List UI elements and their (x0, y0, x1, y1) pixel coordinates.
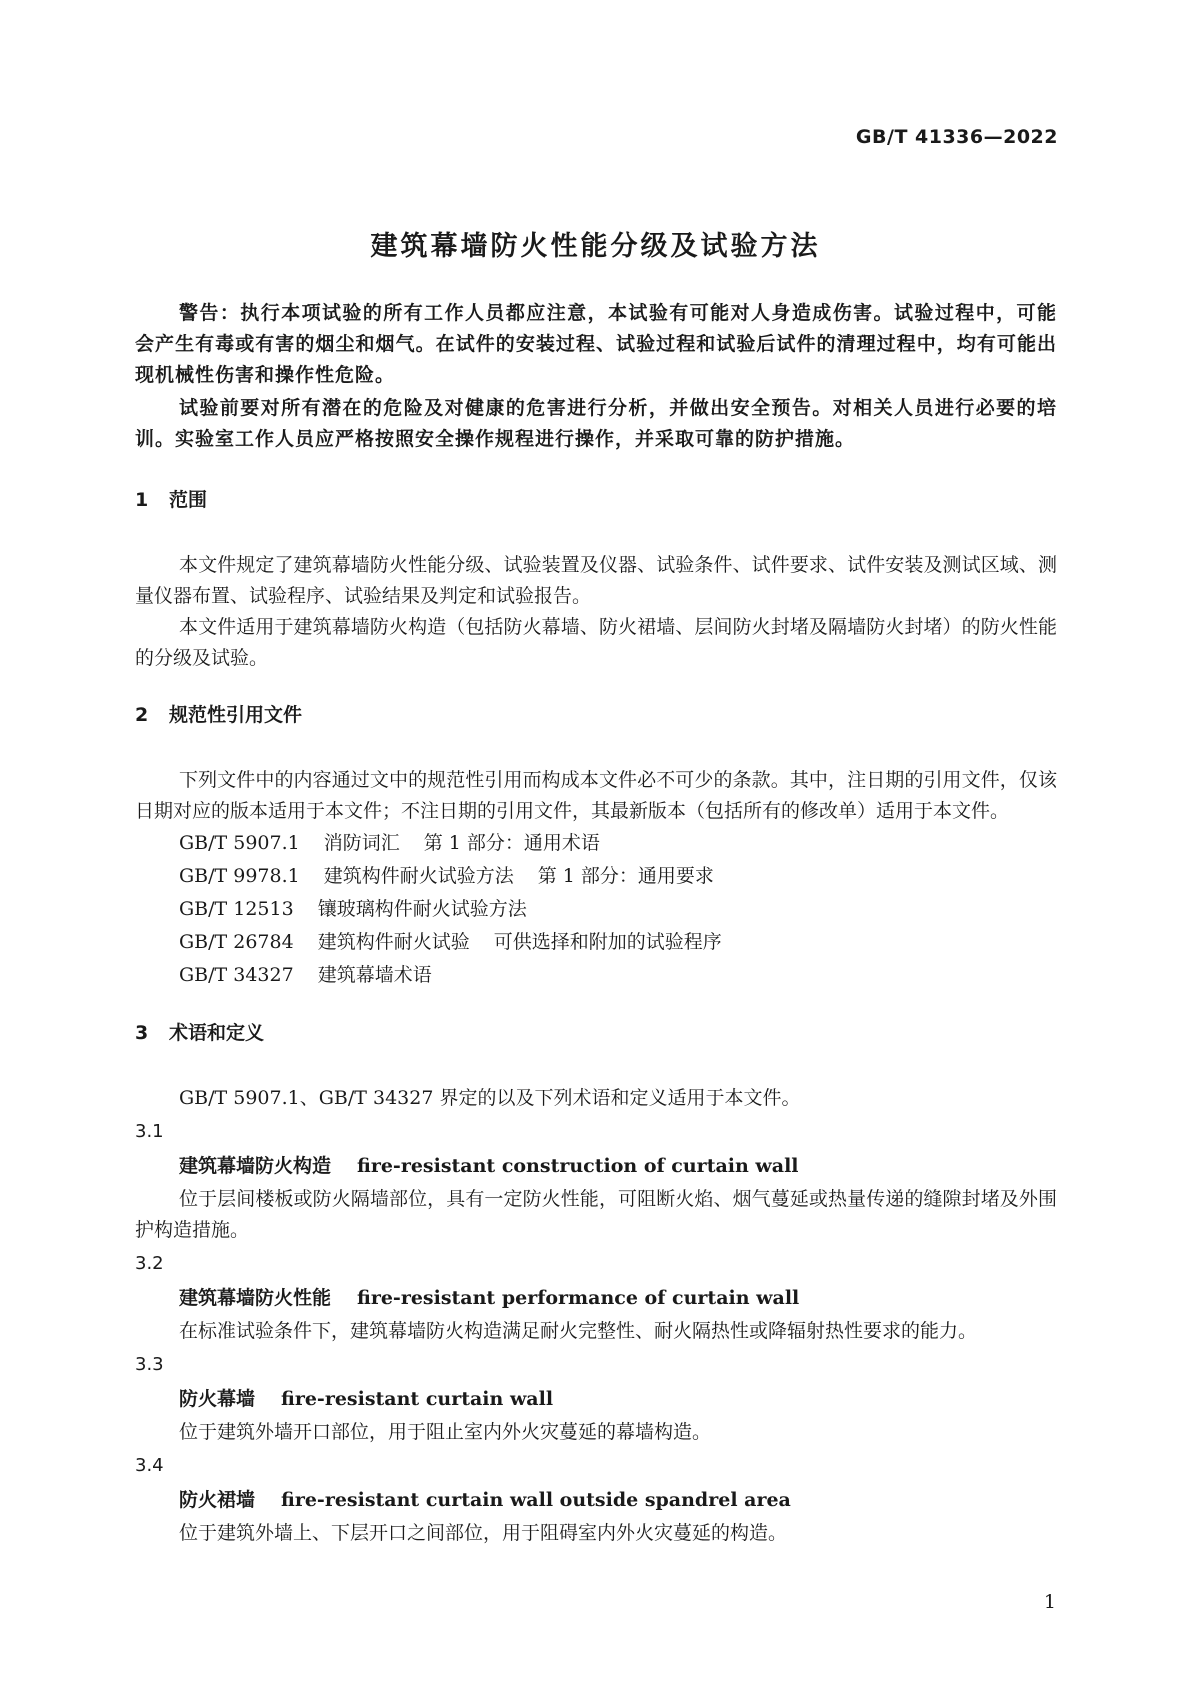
term-heading (135, 1384, 1057, 1415)
term-number: 3.1 (135, 1121, 164, 1142)
reference-code: GB/T 26784 (179, 931, 294, 953)
term-heading (135, 1485, 1057, 1516)
reference-code: GB/T 5907.1 (179, 832, 300, 854)
term-definition: 在标准试验条件下，建筑幕墙防火构造满足耐火完整性、耐火隔热性或降辐射热性要求的能力。 (179, 1320, 978, 1342)
scope-paragraph: 本文件适用于建筑幕墙防火构造（包括防火幕墙、防火裙墙、层间防火封堵及隔墙防火封堵）的防火性能的分级及试验。 (135, 616, 1057, 669)
standard-number: GB/T 41336—2022 (855, 126, 1058, 148)
term-heading (135, 1151, 1057, 1182)
terms-intro: GB/T 5907.1、GB/T 34327 界定的以及下列术语和定义适用于本文件。 (179, 1087, 801, 1109)
reference-title: 消防词汇 (323, 832, 400, 854)
term-heading (135, 1283, 1057, 1314)
term-definition: 位于建筑外墙开口部位，用于阻止室内外火灾蔓延的幕墙构造。 (179, 1421, 712, 1443)
reference-title: 建筑构件耐火试验 (317, 931, 470, 953)
reference-code: GB/T 12513 (179, 898, 294, 920)
document-title: 建筑幕墙防火性能分级及试验方法 (370, 231, 821, 262)
reference-title: 建筑幕墙术语 (317, 964, 432, 986)
reference-code: GB/T 34327 (179, 964, 294, 986)
warning-paragraph: 警告：执行本项试验的所有工作人员都应注意，本试验有可能对人身造成伤害。试验过程中，可能会产生有毒或有害的烟尘和烟气。在试件的安装过程、试验过程和试验后试件的清理过程中，均有可能出现机械性伤害和操作性危险。 (135, 302, 1057, 386)
references-intro: 下列文件中的内容通过文中的规范性引用而构成本文件必不可少的条款。其中，注日期的引用文件，仅该日期对应的版本适用于本文件；不注日期的引用文件，其最新版本（包括所有的修改单）适用于本文件。 (135, 769, 1057, 822)
term-zh: 建筑幕墙防火构造 (179, 1155, 332, 1177)
reference-code: GB/T 9978.1 (179, 865, 300, 887)
reference-item (135, 827, 1057, 860)
section-heading-scope (135, 485, 1057, 516)
document-body (135, 298, 1057, 1549)
section-title: 规范性引用文件 (169, 704, 303, 726)
section-number: 1 (135, 489, 149, 511)
section-number: 2 (135, 704, 149, 726)
term-en: fire-resistant construction of curtain wall (357, 1155, 799, 1177)
section-heading-normative-references (135, 700, 1057, 731)
reference-part: 可供选择和附加的试验程序 (493, 931, 722, 953)
section-title: 范围 (169, 489, 208, 511)
term-definition: 位于层间楼板或防火隔墙部位，具有一定防火性能，可阻断火焰、烟气蔓延或热量传递的缝隙封堵及外围护构造措施。 (135, 1188, 1057, 1241)
reference-item (135, 926, 1057, 959)
term-number: 3.2 (135, 1253, 164, 1274)
reference-item (135, 860, 1057, 893)
section-number: 3 (135, 1022, 149, 1044)
term-zh: 防火幕墙 (179, 1388, 256, 1410)
section-heading-terms (135, 1018, 1057, 1049)
reference-item (135, 893, 1057, 926)
reference-title: 镶玻璃构件耐火试验方法 (317, 898, 527, 920)
term-zh: 建筑幕墙防火性能 (179, 1287, 332, 1309)
term-en: fire-resistant curtain wall (281, 1388, 554, 1410)
reference-title: 建筑构件耐火试验方法 (323, 865, 514, 887)
scope-paragraph: 本文件规定了建筑幕墙防火性能分级、试验装置及仪器、试验条件、试件要求、试件安装及测试区域、测量仪器布置、试验程序、试验结果及判定和试验报告。 (135, 554, 1057, 607)
safety-paragraph: 试验前要对所有潜在的危险及对健康的危害进行分析，并做出安全预告。对相关人员进行必要的培训。实验室工作人员应严格按照安全操作规程进行操作，并采取可靠的防护措施。 (135, 397, 1057, 450)
reference-part: 第 1 部分：通用术语 (423, 832, 600, 854)
page-number: 1 (1043, 1591, 1056, 1613)
term-definition: 位于建筑外墙上、下层开口之间部位，用于阻碍室内外火灾蔓延的构造。 (179, 1522, 788, 1544)
term-zh: 防火裙墙 (179, 1489, 256, 1511)
term-en: fire-resistant performance of curtain wall (357, 1287, 800, 1309)
section-title: 术语和定义 (169, 1022, 265, 1044)
term-en: fire-resistant curtain wall outside spandrel area (281, 1489, 791, 1511)
reference-item (135, 959, 1057, 992)
term-number: 3.4 (135, 1455, 164, 1476)
reference-part: 第 1 部分：通用要求 (537, 865, 714, 887)
term-number: 3.3 (135, 1354, 164, 1375)
